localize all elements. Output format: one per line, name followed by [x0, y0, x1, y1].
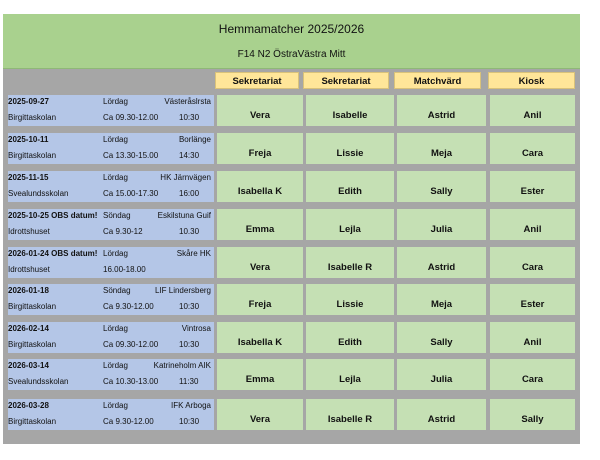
volunteer-name: Julia [430, 374, 453, 385]
match-time-window: Ca 9.30-12 [103, 227, 143, 236]
match-time-window: 16.00-18.00 [103, 265, 146, 274]
matchvard-cell [397, 284, 486, 315]
match-start-time: 10.30 [179, 227, 200, 236]
sekretariat-1-cell [217, 284, 303, 315]
match-time-window: Ca 09.30-12.00 [103, 340, 159, 349]
volunteer-name: Isabelle R [327, 262, 373, 273]
volunteer-name: Edith [338, 186, 362, 197]
match-opponent: IFK Arboga [170, 401, 211, 410]
volunteer-name: Ester [520, 299, 545, 310]
sekretariat-2-cell [306, 209, 394, 240]
match-venue: Svealundsskolan [8, 377, 69, 386]
match-opponent: Västeråslrsta [164, 97, 211, 106]
match-opponent: Katrineholm AIK [153, 361, 211, 370]
team-subtitle: F14 N2 ÖstraVästra Mitt [237, 49, 346, 60]
volunteer-name: Ester [520, 186, 545, 197]
volunteer-name: Emma [245, 374, 275, 385]
match-info [8, 171, 214, 202]
matchvard-cell [397, 133, 486, 164]
match-date: 2025-10-11 [8, 135, 49, 144]
match-day: Lördag [103, 401, 128, 410]
matchvard-cell [397, 322, 486, 353]
kiosk-cell [490, 133, 575, 164]
sekretariat-1-cell [217, 95, 303, 126]
match-info [8, 247, 214, 278]
kiosk-cell [490, 284, 575, 315]
match-info [8, 322, 214, 353]
volunteer-name: Anil [523, 337, 542, 348]
volunteer-name: Vera [249, 414, 271, 425]
match-time-window: Ca 9.30-12.00 [103, 302, 154, 311]
match-day: Lördag [103, 173, 128, 182]
table-row [8, 399, 575, 430]
match-day: Söndag [103, 286, 131, 295]
kiosk-cell [490, 209, 575, 240]
volunteer-name: Lejla [339, 374, 361, 385]
match-date: 2025-11-15 [8, 173, 49, 182]
sekretariat-2-cell [306, 359, 394, 390]
volunteer-name: Sally [430, 337, 453, 348]
sekretariat-2-cell [306, 95, 394, 126]
match-time-window: Ca 15.00-17.30 [103, 189, 159, 198]
sekretariat-1-cell [217, 399, 303, 430]
match-time-window: Ca 9.30-12.00 [103, 417, 154, 426]
match-day: Söndag [103, 211, 131, 220]
column-header-matchvard: Matchvärd [394, 72, 481, 89]
sekretariat-1-cell [217, 209, 303, 240]
volunteer-name: Isabella K [237, 337, 283, 348]
match-day: Lördag [103, 135, 128, 144]
match-time-window: Ca 10.30-13.00 [103, 377, 159, 386]
sekretariat-1-cell [217, 247, 303, 278]
volunteer-name: Meja [430, 148, 453, 159]
table-row [8, 284, 575, 315]
sekretariat-2-cell [306, 247, 394, 278]
volunteer-name: Astrid [427, 414, 456, 425]
sekretariat-2-cell [306, 284, 394, 315]
volunteer-name: Cara [521, 148, 544, 159]
match-start-time: 14:30 [179, 151, 200, 160]
sekretariat-1-cell [217, 322, 303, 353]
volunteer-name: Meja [430, 299, 453, 310]
volunteer-name: Julia [430, 224, 453, 235]
kiosk-cell [490, 247, 575, 278]
volunteer-name: Emma [245, 224, 275, 235]
match-opponent: LIF Lindersberg [154, 286, 211, 295]
volunteer-name: Lissie [336, 299, 364, 310]
sekretariat-1-cell [217, 359, 303, 390]
volunteer-name: Anil [523, 110, 542, 121]
table-row [8, 171, 575, 202]
matchvard-cell [397, 359, 486, 390]
title-block [3, 14, 580, 69]
table-row [8, 359, 575, 390]
table-row [8, 247, 575, 278]
match-venue: Birgittaskolan [8, 417, 57, 426]
kiosk-cell [490, 322, 575, 353]
page-title: Hemmamatcher 2025/2026 [218, 22, 365, 36]
table-row [8, 133, 575, 164]
match-start-time: 10:30 [179, 417, 200, 426]
matchvard-cell [397, 209, 486, 240]
volunteer-name: Anil [523, 224, 542, 235]
volunteer-name: Sally [430, 186, 453, 197]
match-day: Lördag [103, 97, 128, 106]
match-time-window: Ca 13.30-15.00 [103, 151, 159, 160]
match-info [8, 133, 214, 164]
match-venue: Birgittaskolan [8, 113, 57, 122]
match-date: 2026-01-18 [8, 286, 49, 295]
match-date: 2026-03-28 [8, 401, 49, 410]
column-header-kiosk: Kiosk [488, 72, 575, 89]
match-venue: Idrottshuset [8, 265, 50, 274]
sekretariat-2-cell [306, 399, 394, 430]
column-header-sekretariat-1: Sekretariat [215, 72, 299, 89]
volunteer-name: Freja [248, 299, 272, 310]
match-venue: Birgittaskolan [8, 340, 57, 349]
sekretariat-1-cell [217, 133, 303, 164]
match-start-time: 10:30 [179, 302, 200, 311]
table-row [8, 95, 575, 126]
match-info [8, 95, 214, 126]
match-opponent: Vintrosa [181, 324, 211, 333]
match-start-time: 11:30 [179, 377, 199, 386]
volunteer-name: Lissie [336, 148, 364, 159]
match-start-time: 10:30 [179, 340, 200, 349]
match-venue: Birgittaskolan [8, 302, 57, 311]
volunteer-name: Freja [248, 148, 272, 159]
sekretariat-2-cell [306, 171, 394, 202]
match-day: Lördag [103, 249, 128, 258]
match-venue: Idrottshuset [8, 227, 50, 236]
kiosk-cell [490, 95, 575, 126]
volunteer-name: Edith [338, 337, 362, 348]
match-info [8, 359, 214, 390]
match-opponent: HK Järnvägen [160, 173, 211, 182]
kiosk-cell [490, 399, 575, 430]
match-info [8, 284, 214, 315]
match-opponent: Borlänge [178, 135, 211, 144]
match-opponent: Eskilstuna Guif [157, 211, 211, 220]
match-date: 2025-10-25 OBS datum! [8, 211, 98, 220]
match-info [8, 209, 214, 240]
match-date: 2026-02-14 [8, 324, 49, 333]
matchvard-cell [397, 95, 486, 126]
match-opponent: Skåre HK [176, 249, 211, 258]
column-header-sekretariat-2: Sekretariat [303, 72, 389, 89]
schedule-sheet [3, 14, 580, 444]
sekretariat-1-cell [217, 171, 303, 202]
matchvard-cell [397, 247, 486, 278]
table-row [8, 322, 575, 353]
match-venue: Svealundsskolan [8, 189, 69, 198]
match-start-time: 16:00 [179, 189, 200, 198]
volunteer-name: Astrid [427, 262, 456, 273]
volunteer-name: Isabella K [237, 186, 283, 197]
volunteer-name: Sally [521, 414, 544, 425]
match-start-time: 10:30 [179, 113, 200, 122]
kiosk-cell [490, 359, 575, 390]
match-day: Lördag [103, 361, 128, 370]
kiosk-cell [490, 171, 575, 202]
sekretariat-2-cell [306, 133, 394, 164]
volunteer-name: Cara [521, 262, 544, 273]
volunteer-name: Cara [521, 374, 544, 385]
match-venue: Birgittaskolan [8, 151, 57, 160]
matchvard-cell [397, 171, 486, 202]
match-date: 2026-01-24 OBS datum! [8, 249, 98, 258]
matchvard-cell [397, 399, 486, 430]
table-row [8, 209, 575, 240]
match-date: 2025-09-27 [8, 97, 49, 106]
volunteer-name: Vera [249, 262, 271, 273]
match-day: Lördag [103, 324, 128, 333]
volunteer-name: Isabelle R [327, 414, 373, 425]
volunteer-name: Astrid [427, 110, 456, 121]
volunteer-name: Isabelle [332, 110, 368, 121]
match-date: 2026-03-14 [8, 361, 49, 370]
volunteer-name: Lejla [339, 224, 361, 235]
sekretariat-2-cell [306, 322, 394, 353]
match-time-window: Ca 09.30-12.00 [103, 113, 159, 122]
volunteer-name: Vera [249, 110, 271, 121]
match-info [8, 399, 214, 430]
